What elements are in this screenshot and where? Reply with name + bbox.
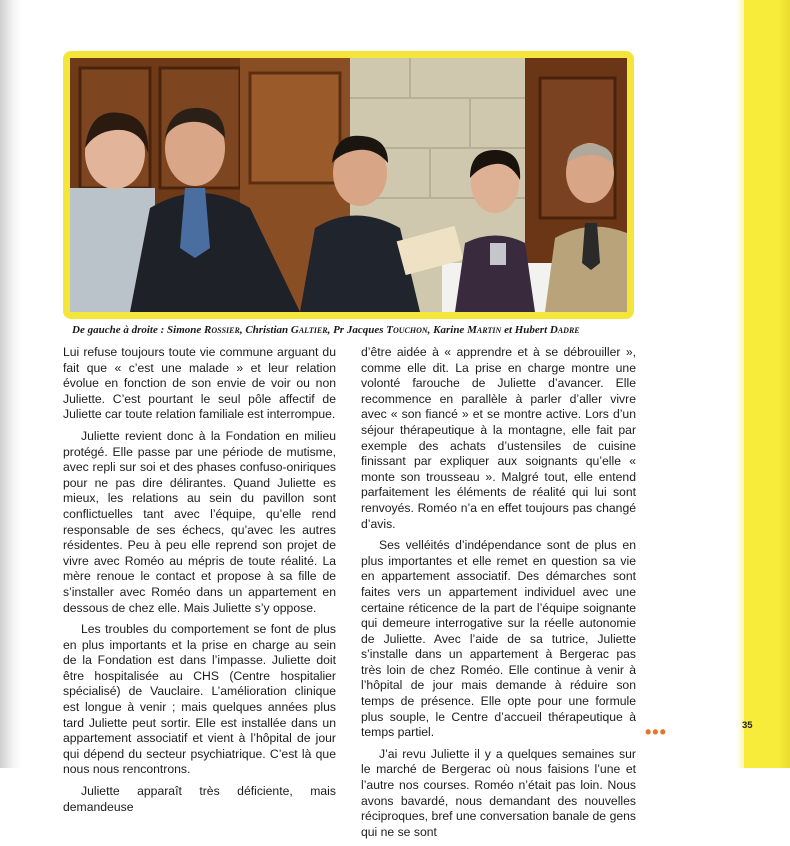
paragraph: d’être aidée à « apprendre et à se débrouiller », comme elle dit. La prise en charge montre une volonté farouche de Juliette d’avancer. Elle recommence en parallèle à parler d’aller vivre avec « son fiancé » et se montre active. Lors d’un séjour thérapeutique à la montagne, elle fait par exemple des achats d’ustensiles de cuisine finissant par expliquer aux soignants qu’elle « monte son trousseau ». Malgré tout, elle entend parfaitement les éléments de réalité qui lui sont renvoyés. Roméo n’a en effet toujours pas changé d’avis. (361, 345, 636, 531)
caption-sep-1: , Christian (239, 324, 291, 336)
caption-name-galtier: Galtier (290, 324, 328, 336)
paragraph: Ses velléités d’indépendance sont de plus en plus importantes et elle remet en question sa vie en appartement associatif. Des démarches sont faites vers un appartement individuel avec une certaine réticence de la part de l’équipe soignante qui demeure interrogative sur la réelle autonomie de Juliette. Avec l’aide de sa tutrice, Juliette s’installe dans un appartement à Bergerac pas très loin de chez Roméo. Elle continue à venir à l’hôpital de jour mais demande à réduire son temps de présence. Elle opte pour une formule plus souple, le Centre d’accueil thérapeutique à temps partiel. (361, 538, 636, 740)
text-column-left (63, 345, 336, 821)
caption-sep-3: , Karine (427, 324, 468, 336)
caption-sep-4: et Hubert (501, 324, 550, 336)
caption-name-touchon: Touchon (386, 324, 428, 336)
paragraph: Lui refuse toujours toute vie commune arguant du fait que « c’est une malade » et leur relation évolue en fonction de son envie de voir ou non Juliette. C’est pourtant le seul pôle affectif de Juliette car toute relation familiale est interrompue. (63, 345, 336, 422)
paragraph: J’ai revu Juliette il y a quelques semaines sur le marché de Bergerac où nous faisions l’une et l’autre nos courses. Roméo n’était pas loin. Nous avons bavardé, nous demandant des nouvelles réciproques, bref une conversation banale de gens qui ne se sont (361, 746, 636, 839)
caption-name-rossier: Rossier (204, 324, 240, 336)
caption-name-martin: Martin (467, 324, 502, 336)
panel-photo (70, 58, 627, 312)
caption-lead: De gauche à droite : Simone (72, 324, 204, 336)
panel-photo-illustration (70, 58, 627, 312)
text-column-right (361, 345, 636, 846)
right-page-shadow (778, 0, 790, 768)
page-number: 35 (742, 720, 753, 731)
caption-name-dadre: Dadre (549, 324, 580, 336)
decorative-dots: ••• (645, 722, 667, 742)
page-spine-shadow (0, 0, 22, 768)
paragraph: Les troubles du comportement se font de plus en plus importants et la prise en charge au sein de la Fondation est dans l’impasse. Juliette doit être hospitalisée au CHS (Centre hospitalier spécialisé) de Vauclaire. L’amélioration clinique est longue à venir ; mais quelques années plus tard Juliette peut sortir. Elle est installée dans un appartement associatif et vient à l’hôpital de jour qui dépend du secteur psychiatrique. C’est là que nous nous rencontrons. (63, 622, 336, 777)
paragraph: Juliette apparaît très déficiente, mais demandeuse (63, 784, 336, 814)
caption-sep-2: , Pr Jacques (327, 324, 387, 336)
paragraph: Juliette revient donc à la Fondation en milieu protégé. Elle passe par une période de mutisme, avec repli sur soi et des phases confuso-oniriques pour ne pas dire délirantes. Quand Juliette es mieux, les relations au sein du pavillon sont conflictuelles tant avec l’équipe, qu’elle rend responsable de ses échecs, qu’avec les autres résidentes. Peu à peu elle reprend son projet de vivre avec Roméo au mépris de toute réalité. La mère renoue le contact et propose à sa fille de s’installer avec Roméo dans un appartement en dessous de chez elle. Mais Juliette s’y oppose. (63, 428, 336, 615)
photo-caption (72, 324, 632, 336)
